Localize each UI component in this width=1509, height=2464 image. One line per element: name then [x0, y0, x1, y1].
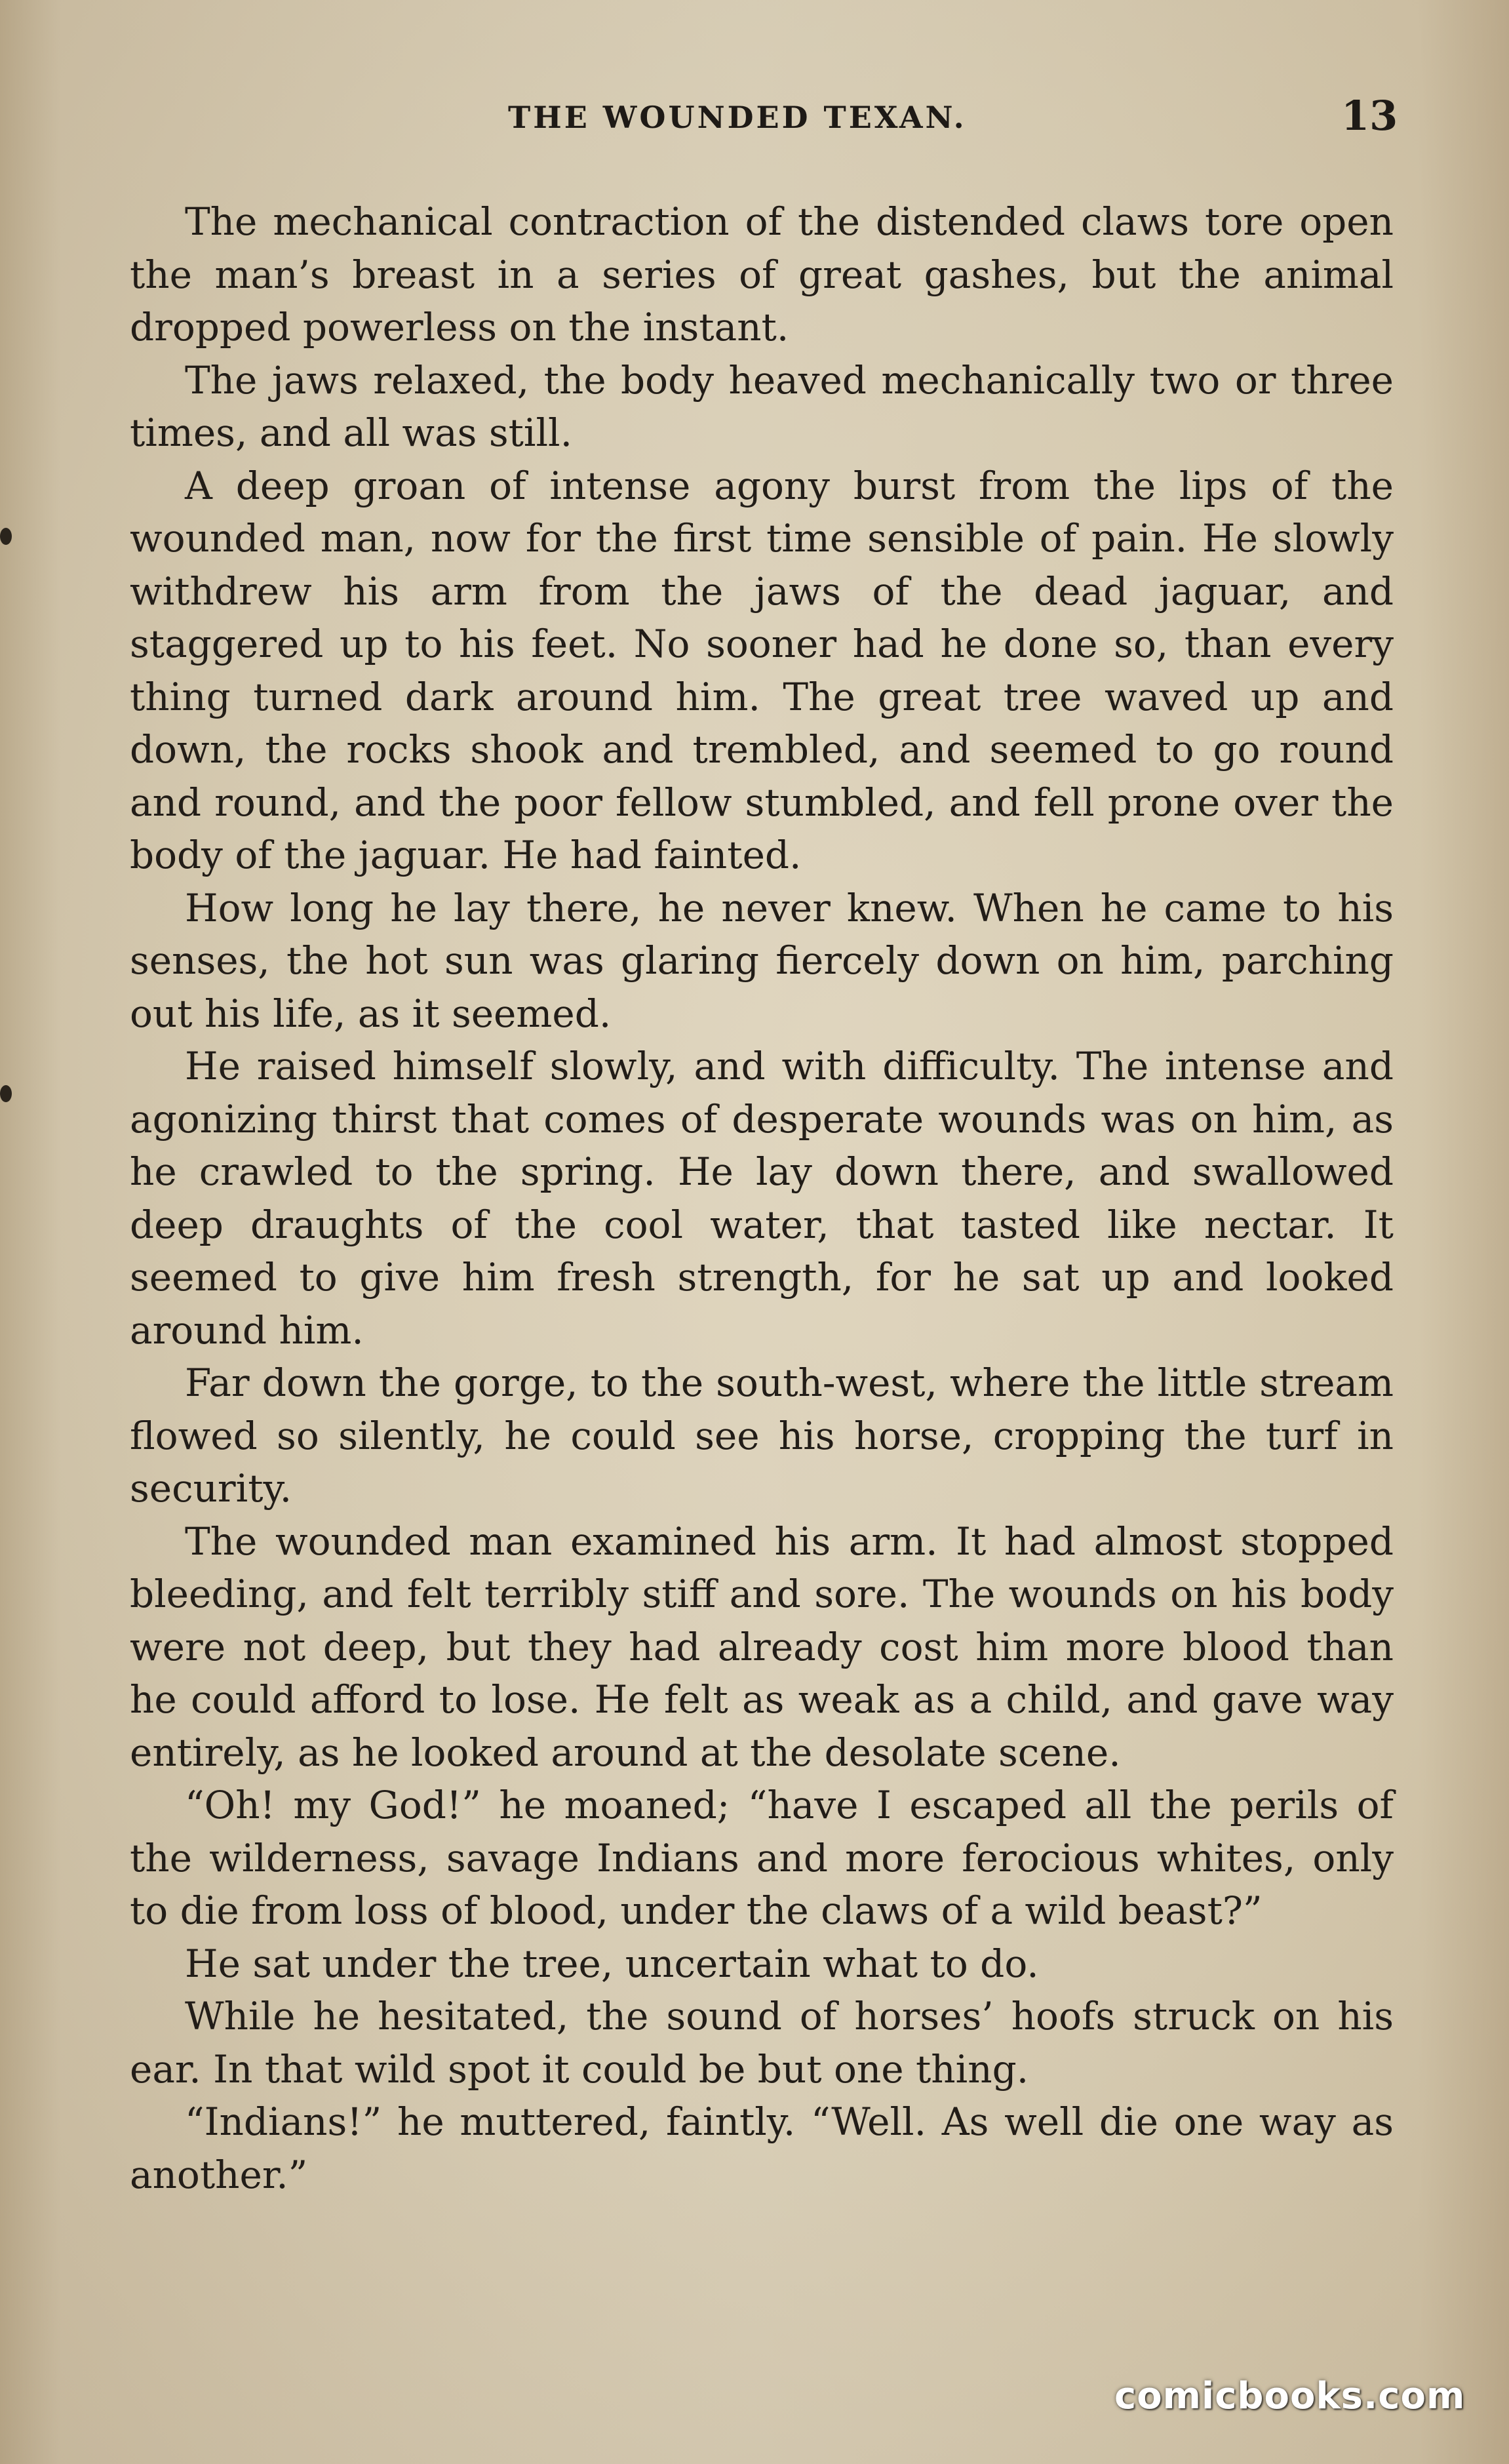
paragraph: He sat under the tree, uncertain what to do. — [185, 1941, 1039, 1986]
paragraph: The jaws relaxed, the body heaved mechanically two or three times, and all was still. — [130, 357, 1394, 455]
running-title: THE WOUNDED TEXAN. — [508, 100, 967, 135]
paragraph: A deep groan of intense agony burst from the lips of the wounded man, now for the first time sensible of pain. He slowly withdrew his arm from the jaws of the dead jaguar, and staggered up to his feet. No sooner had he done so, than every thing turned dark around him. The great tree waved up and down, the rocks shook and trembled, and seemed to go round and round, and the poor fellow stumbled, and fell prone over the body of the jaguar. He had fainted. — [130, 463, 1394, 877]
paragraph: He raised himself slowly, and with difficulty. The intense and agonizing thirst that comes of desperate wounds was on him, as he crawled to the spring. He lay down there, and swallowed deep draughts of the cool water, that tasted like nectar. It seemed to give him fresh strength, for he sat up and looked around him. — [130, 1044, 1394, 1353]
binding-hole-mark — [0, 1085, 12, 1102]
page-number: 13 — [1341, 92, 1398, 140]
paragraph: The wounded man examined his arm. It had almost stopped bleeding, and felt terribly stiff and sore. The wounds on his body were not deep, but they had already cost him more blood than he could afford to lose. He felt as weak as a child, and gave way entirely, as he looked around at the desolate scene. — [130, 1519, 1394, 1775]
paragraph: Far down the gorge, to the south-west, where the little stream flowed so silently, he could see his horse, cropping the turf in security. — [130, 1361, 1394, 1511]
paragraph: “Oh! my God!” he moaned; “have I escaped all the perils of the wilderness, savage Indians and more ferocious whites, only to die from loss of blood, under the claws of a wild beast?” — [130, 1783, 1394, 1933]
paragraph: How long he lay there, he never knew. When he came to his senses, the hot sun was glaring fiercely down on him, parching out his life, as it seemed. — [130, 885, 1394, 1036]
site-watermark: comicbooks.com — [1114, 2375, 1466, 2417]
binding-hole-mark — [0, 528, 12, 545]
page-header — [0, 92, 1509, 151]
paragraph: The mechanical contraction of the distended claws tore open the man’s breast in a series of great gashes, but the animal dropped powerless on the instant. — [130, 199, 1394, 349]
paragraph: While he hesitated, the sound of horses’ hoofs struck on his ear. In that wild spot it could be but one thing. — [130, 1994, 1394, 2092]
paragraph: “Indians!” he muttered, faintly. “Well. As well die one way as another.” — [130, 2099, 1394, 2197]
body-text — [130, 195, 1394, 2201]
